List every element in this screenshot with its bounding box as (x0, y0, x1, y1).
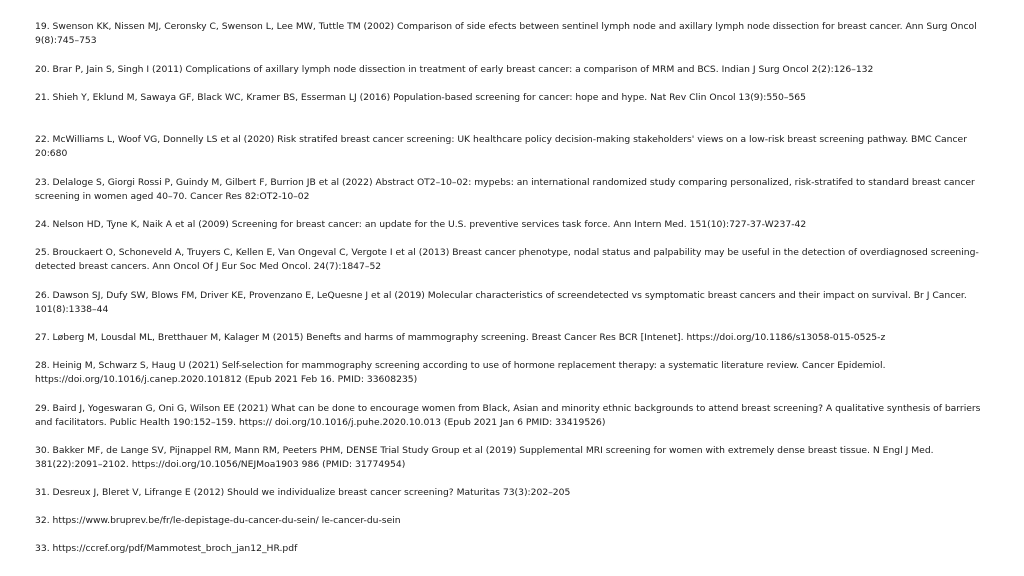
reference-item: 24. Nelson HD, Tyne K, Naik A et al (2009) Screening for breast cancer: an update for the U.S. preventive services task force. Ann Intern Med. 151(10):727-37-W237-42 (35, 219, 807, 230)
reference-item: 30. Bakker MF, de Lange SV, Pijnappel RM, Mann RM, Peeters PHM, DENSE Trial Study Group et al (2019) Supplemental MRI screening for women with extremely dense breast tissue. N Engl J Med. 381(22):2091–2102. https://doi.org/10.1056/NEJMoa1903 986 (PMID: 31774954) (35, 445, 934, 470)
reference-item: 19. Swenson KK, Nissen MJ, Ceronsky C, Swenson L, Lee MW, Tuttle TM (2002) Comparison of side efects between sentinel lymph node and axillary lymph node dissection for breast cancer. Ann Surg Oncol 9(8):745–753 (35, 21, 977, 46)
reference-item: 23. Delaloge S, Giorgi Rossi P, Guindy M, Gilbert F, Burrion JB et al (2022) Abstract OT2–10–02: mypebs: an international randomized study comparing personalized, risk-stratifed to standard breast cancer screening in women aged 40–70. Cancer Res 82:OT2-10–02 (35, 177, 975, 202)
reference-item: 32. https://www.bruprev.be/fr/le-depistage-du-cancer-du-sein/ le-cancer-du-sein (35, 515, 401, 526)
reference-item: 31. Desreux J, Bleret V, Lifrange E (2012) Should we individualize breast cancer screening? Maturitas 73(3):202–205 (35, 487, 571, 498)
reference-item: 21. Shieh Y, Eklund M, Sawaya GF, Black WC, Kramer BS, Esserman LJ (2016) Population-based screening for cancer: hope and hype. Nat Rev Clin Oncol 13(9):550–565 (35, 92, 806, 103)
reference-item: 33. https://ccref.org/pdf/Mammotest_broch_jan12_HR.pdf (35, 543, 298, 554)
reference-item: 25. Brouckaert O, Schoneveld A, Truyers C, Kellen E, Van Ongeval C, Vergote I et al (2013) Breast cancer phenotype, nodal status and palpability may be useful in the detection of overdiagnosed screening-detected breast cancers. Ann Oncol Of J Eur Soc Med Oncol. 24(7):1847–52 (35, 247, 979, 272)
reference-item: 27. Løberg M, Lousdal ML, Bretthauer M, Kalager M (2015) Benefts and harms of mammography screening. Breast Cancer Res BCR [Intenet]. https://doi.org/10.1186/s13058-015-0525-z (35, 332, 886, 343)
reference-item: 22. McWilliams L, Woof VG, Donnelly LS et al (2020) Risk stratifed breast cancer screening: UK healthcare policy decision-making stakeholders' views on a low-risk breast screening pathway. BMC Cancer 20:680 (35, 134, 967, 159)
reference-item: 28. Heinig M, Schwarz S, Haug U (2021) Self-selection for mammography screening according to use of hormone replacement therapy: a systematic literature review. Cancer Epidemiol. https://doi.org/10.1016/j.canep.2020.101812 (Epub 2021 Feb 16. PMID: 33608235) (35, 360, 886, 385)
reference-item: 26. Dawson SJ, Dufy SW, Blows FM, Driver KE, Provenzano E, LeQuesne J et al (2019) Molecular characteristics of screendetected vs symptomatic breast cancers and their impact on survival. Br J Cancer. 101(8):1338–44 (35, 290, 967, 315)
reference-item: 20. Brar P, Jain S, Singh I (2011) Complications of axillary lymph node dissection in treatment of early breast cancer: a comparison of MRM and BCS. Indian J Surg Oncol 2(2):126–132 (35, 64, 874, 75)
reference-item: 29. Baird J, Yogeswaran G, Oni G, Wilson EE (2021) What can be done to encourage women from Black, Asian and minority ethnic backgrounds to attend breast screening? A qualitative synthesis of barriers and facilitators. Public Health 190:152–159. https:// doi.org/10.1016/j.puhe.2020.10.013 (Epub 2021 Jan 6 PMID: 33419526) (35, 403, 981, 428)
